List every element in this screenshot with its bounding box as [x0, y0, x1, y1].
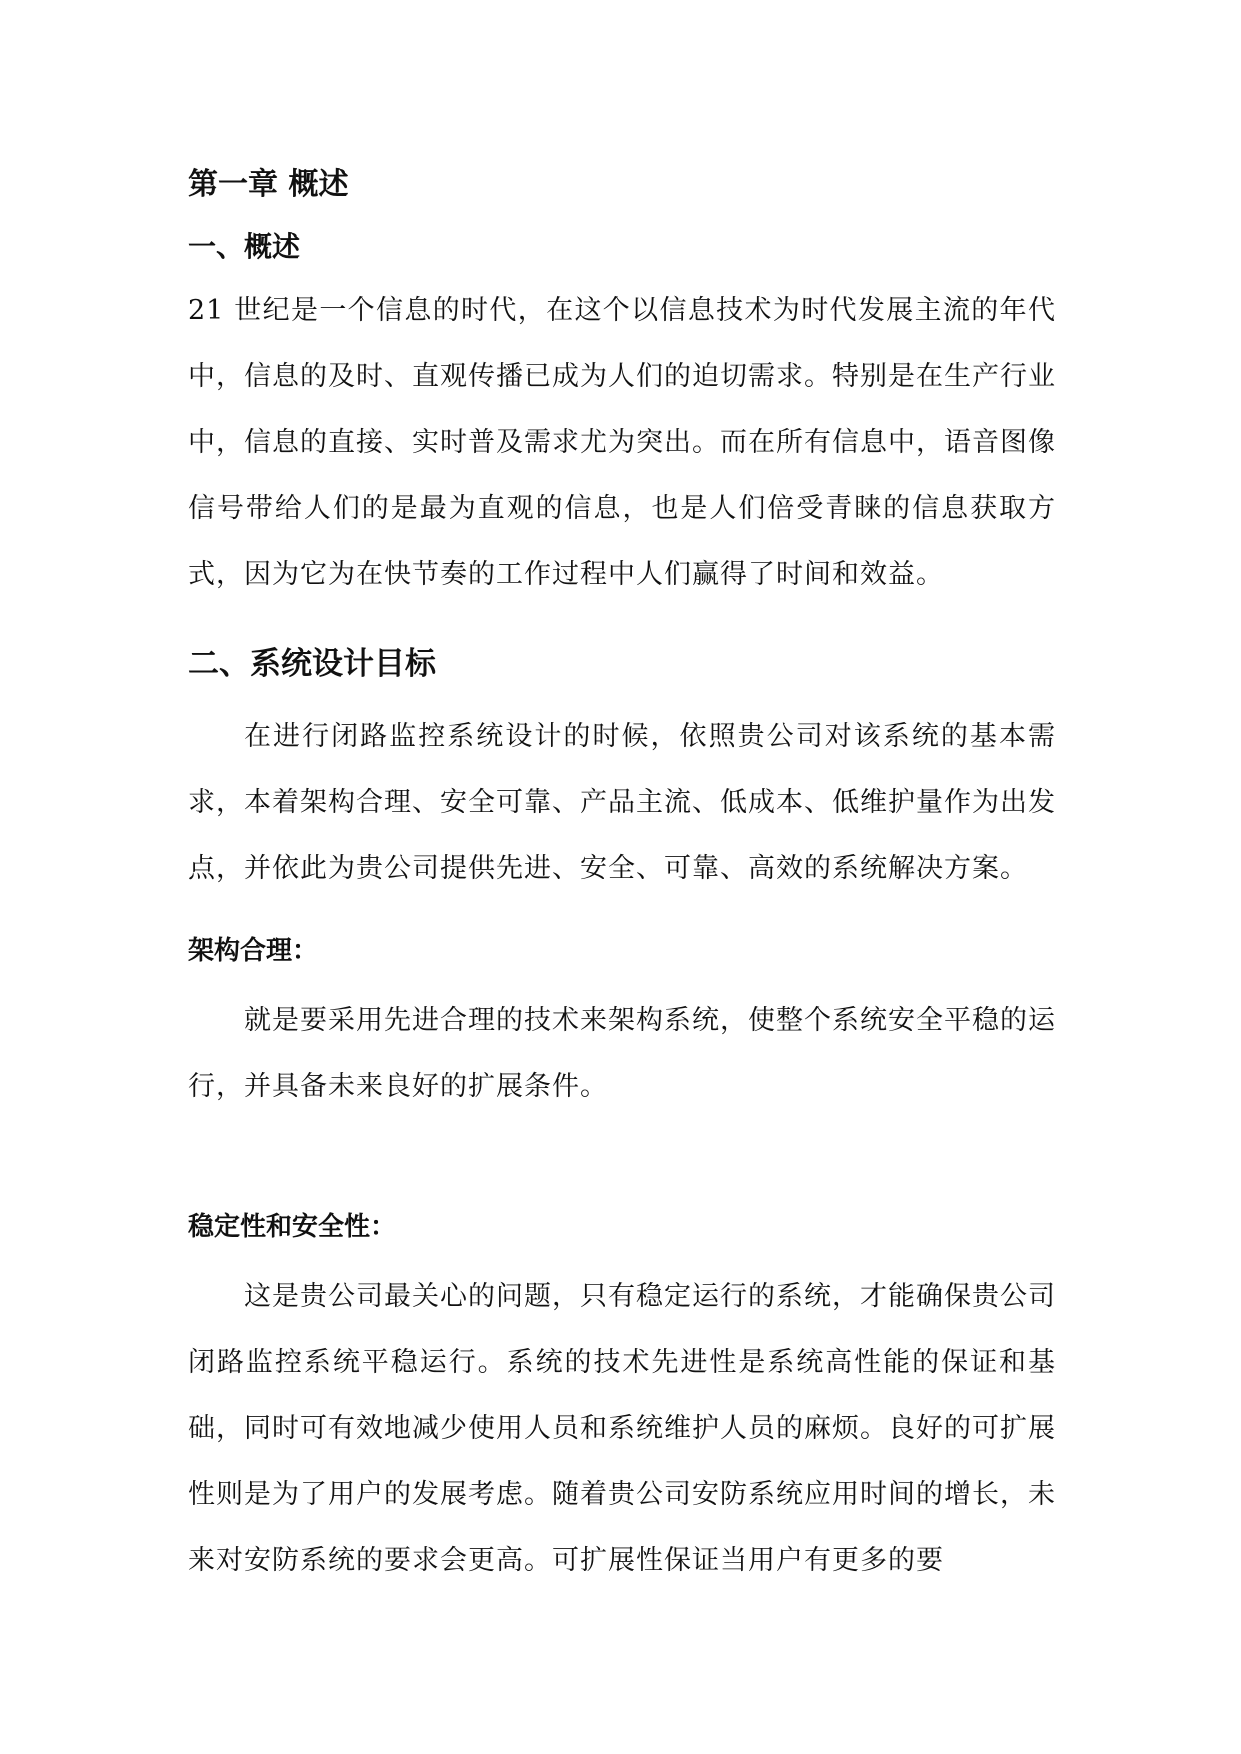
stability-security-paragraph: 这是贵公司最关心的问题，只有稳定运行的系统，才能确保贵公司闭路监控系统平稳运行。系统的技术先进性是系统高性能的保证和基础，同时可有效地减少使用人员和系统维护人员的麻烦。良好的可扩展性则是为了用户的发展考虑。随着贵公司安防系统应用时间的增长，未来对安防系统的要求会更高。可扩展性保证当用户有更多的要 [188, 1281, 1056, 1576]
section-title-design-goals: 二、系统设计目标 [188, 646, 436, 682]
document-body [188, 158, 1056, 1594]
overview-paragraph: 21 世纪是一个信息的时代，在这个以信息技术为时代发展主流的年代中，信息的及时、直观传播已成为人们的迫切需求。特别是在生产行业中，信息的直接、实时普及需求尤为突出。而在所有信息中，语音图像信号带给人们的是最为直观的信息，也是人们倍受青睐的信息获取方式，因为它为在快节奏的工作过程中人们赢得了时间和效益。 [188, 295, 1056, 590]
section-title-overview: 一、概述 [188, 230, 301, 263]
chapter-title: 第一章 概述 [188, 167, 349, 202]
spacer [188, 1120, 1056, 1204]
design-goals-paragraph: 在进行闭路监控系统设计的时候，依照贵公司对该系统的基本需求，本着架构合理、安全可靠、产品主流、低成本、低维护量作为出发点，并依此为贵公司提供先进、安全、可靠、高效的系统解决方案。 [188, 721, 1056, 884]
subsection-title-stability-security: 稳定性和安全性： [188, 1212, 397, 1242]
spacer [188, 902, 1056, 928]
architecture-paragraph: 就是要采用先进合理的技术来架构系统，使整个系统安全平稳的运行，并具备未来良好的扩展条件。 [188, 1005, 1056, 1102]
subsection-title-architecture: 架构合理： [188, 936, 319, 966]
